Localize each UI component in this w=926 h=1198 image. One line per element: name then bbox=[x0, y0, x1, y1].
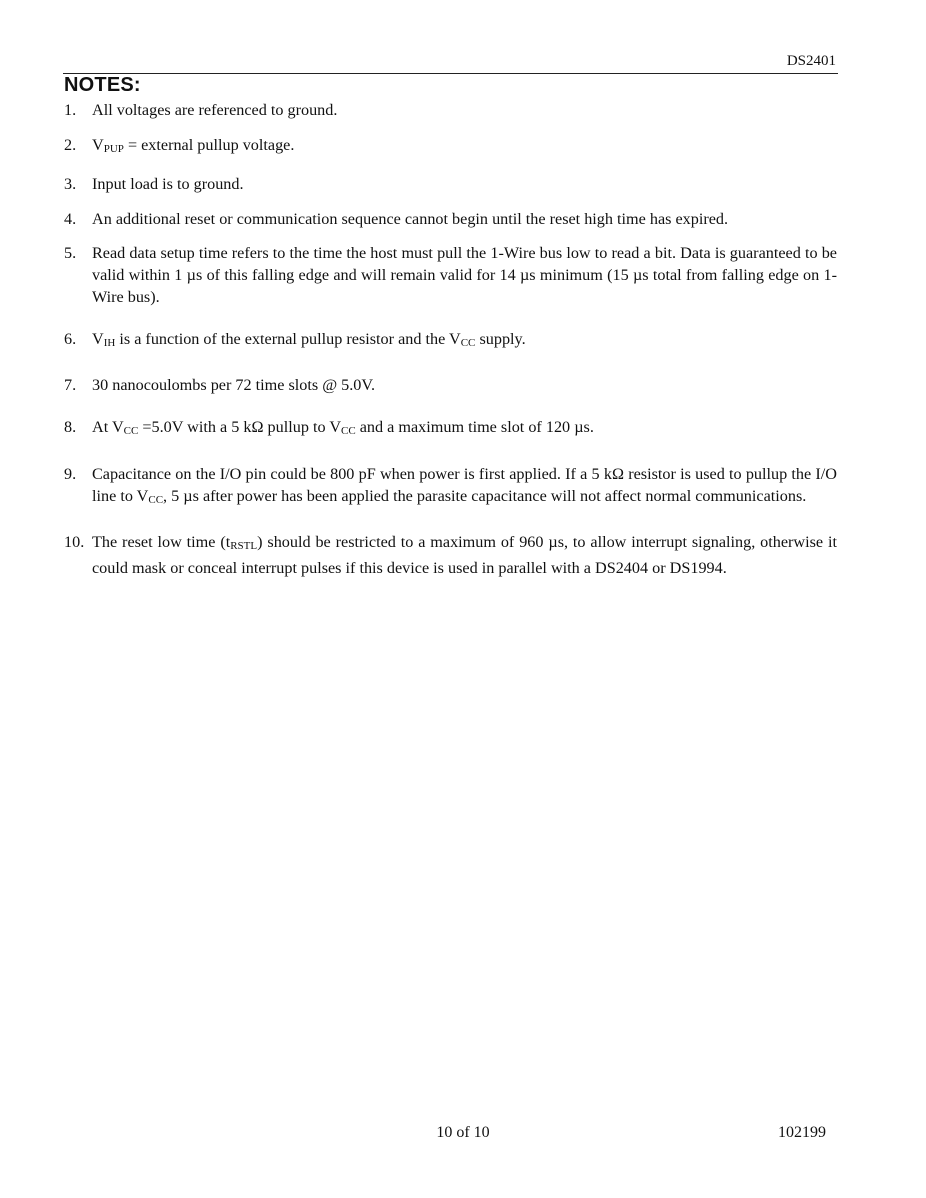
note-1 bbox=[64, 99, 837, 121]
footer-doc-code: 102199 bbox=[778, 1124, 826, 1141]
note-number: 8. bbox=[64, 418, 77, 436]
subscript: RSTL bbox=[230, 540, 258, 552]
note-number: 6. bbox=[64, 330, 77, 348]
note-text: , 5 µs after power has been applied the parasite capacitance will not affect normal communications. bbox=[163, 487, 807, 505]
subscript: CC bbox=[148, 494, 164, 506]
note-text: All voltages are referenced to ground. bbox=[92, 101, 338, 119]
note-number: 4. bbox=[64, 210, 77, 228]
subscript: PUP bbox=[103, 143, 124, 155]
subscript: CC bbox=[460, 337, 476, 349]
footer-page-number: 10 of 10 bbox=[436, 1124, 490, 1141]
note-text: is a function of the external pullup resistor and the V bbox=[115, 330, 461, 348]
header-doc-code: DS2401 bbox=[786, 53, 836, 69]
note-text: An additional reset or communication sequence cannot begin until the reset high time has expired. bbox=[92, 210, 729, 228]
subscript: CC bbox=[341, 425, 356, 437]
note-number: 5. bbox=[64, 244, 77, 262]
note-text: Input load is to ground. bbox=[92, 175, 244, 193]
subscript: CC bbox=[123, 425, 139, 437]
note-number: 9. bbox=[64, 465, 77, 483]
note-text: supply. bbox=[475, 330, 526, 348]
note-3 bbox=[64, 173, 837, 195]
notes-title: NOTES: bbox=[64, 74, 141, 96]
note-number: 2. bbox=[64, 136, 77, 154]
note-text: = external pullup voltage. bbox=[123, 136, 295, 154]
note-6 bbox=[64, 328, 837, 354]
note-4 bbox=[64, 208, 837, 230]
note-2 bbox=[64, 134, 837, 160]
note-text: At V bbox=[92, 418, 124, 436]
note-5 bbox=[64, 242, 837, 308]
note-text: and a maximum time slot of 120 µs. bbox=[355, 418, 594, 436]
note-text: ) should be restricted to a maximum of 960 µs, to allow interrupt signaling, otherwise it could mask or conceal interrupt pulses if this device is used in parallel with a DS2404 or DS1994. bbox=[92, 533, 837, 577]
note-text: V bbox=[92, 330, 104, 348]
note-number: 10. bbox=[64, 533, 85, 551]
note-number: 3. bbox=[64, 175, 77, 193]
note-text: V bbox=[92, 136, 104, 154]
note-9 bbox=[64, 463, 837, 511]
notes-list bbox=[64, 99, 837, 579]
note-text: Capacitance on the I/O pin could be 800 pF when power is first applied. If a 5 kΩ resistor is used to pullup the I/O line to V bbox=[92, 465, 837, 505]
note-10 bbox=[64, 531, 837, 579]
note-text: =5.0V with a 5 kΩ pullup to V bbox=[138, 418, 342, 436]
note-text: Read data setup time refers to the time the host must pull the 1-Wire bus low to read a bit. Data is guaranteed to be valid within 1 µs of this falling edge and will remain valid for 14 µs minimum (15 µs total from falling edge on 1-Wire bus). bbox=[92, 244, 837, 306]
note-text: The reset low time (t bbox=[92, 533, 231, 551]
header-rule bbox=[63, 73, 838, 74]
note-7 bbox=[64, 374, 837, 396]
note-8 bbox=[64, 416, 837, 442]
note-number: 1. bbox=[64, 101, 77, 119]
note-text: 30 nanocoulombs per 72 time slots @ 5.0V. bbox=[92, 376, 376, 394]
subscript: IH bbox=[103, 337, 116, 349]
note-number: 7. bbox=[64, 376, 77, 394]
